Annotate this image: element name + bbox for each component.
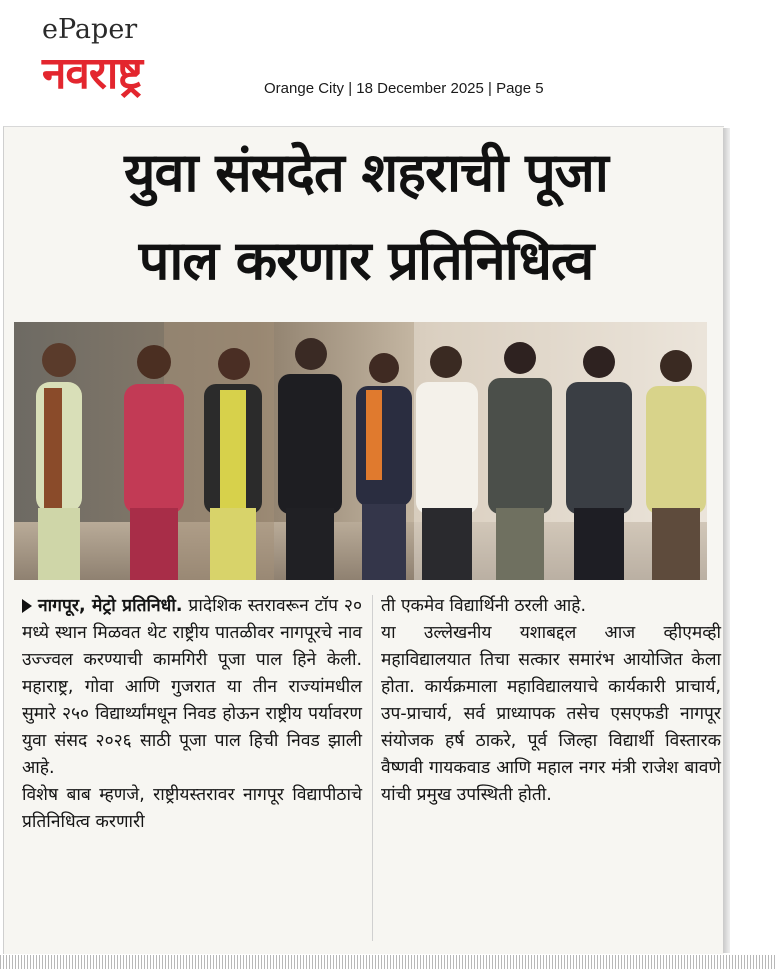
page-ruler-strip [0,955,775,969]
epaper-header [0,0,775,122]
article-headline [14,129,718,305]
lead-text: प्रादेशिक स्तरावरून टॉप २० मध्ये स्थान मिळवत थेट राष्ट्रीय पातळीवर नागपूरचे नाव उज्ज्वल करण्याची कामगिरी पूजा पाल हिने केली. महाराष्ट्र, गोवा आणि गुजरात या तीन राज्यांमधील सुमारे २५० विद्यार्थ्यांमधून निवड होऊन राष्ट्रीय पर्यावरण युवा संसद २०२६ साठी पूजा पाल हिची निवड झाली आहे. [22,596,362,778]
lead-paragraph [22,593,362,782]
article-body [14,593,721,943]
article-photo [14,322,707,580]
headline-line-2: पाल करणार प्रतिनिधित्व [138,229,594,292]
group-photo-illustration [14,322,707,580]
edition-info: Orange City | 18 December 2025 | Page 5 [264,80,544,97]
person-4 [278,338,342,580]
column-divider [372,595,373,941]
page-edge-shadow [723,128,730,953]
article-column-2 [381,593,721,809]
dateline: नागपूर, मेट्रो प्रतिनिधी. [38,596,183,616]
article-column-1 [22,593,362,836]
news-clipping [3,126,724,954]
headline-line-1: युवा संसदेत शहराची पूजा [124,141,608,204]
paragraph-2: विशेष बाब म्हणजे, राष्ट्रीयस्तरावर नागपूर विद्यापीठाचे प्रतिनिधित्व करणारी [22,785,362,832]
continuation-paragraph: ती एकमेव विद्यार्थिनी ठरली आहे. [381,596,587,616]
person-5 [356,353,412,580]
masthead-logo: नवराष्ट्र [42,48,142,99]
paragraph-3: या उल्लेखनीय यशाबद्दल आज व्हीएमव्ही महाविद्यालयात तिचा सत्कार समारंभ आयोजित केला होता. कार्यक्रमाला महाविद्यालयाचे कार्यकारी प्राचार्य, उप-प्राचार्य, सर्व प्राध्यापक तसेच एसएफडी नागपूर संयोजक हर्ष ठाकरे, पूर्व जिल्हा विद्यार्थी विस्तारक वैष्णवी गायकवाड आणि महाल नगर मंत्री राजेश बावणे यांची प्रमुख उपस्थिती होती. [381,623,721,805]
epaper-label: ePaper [42,14,138,45]
triangle-bullet-icon [22,599,32,613]
